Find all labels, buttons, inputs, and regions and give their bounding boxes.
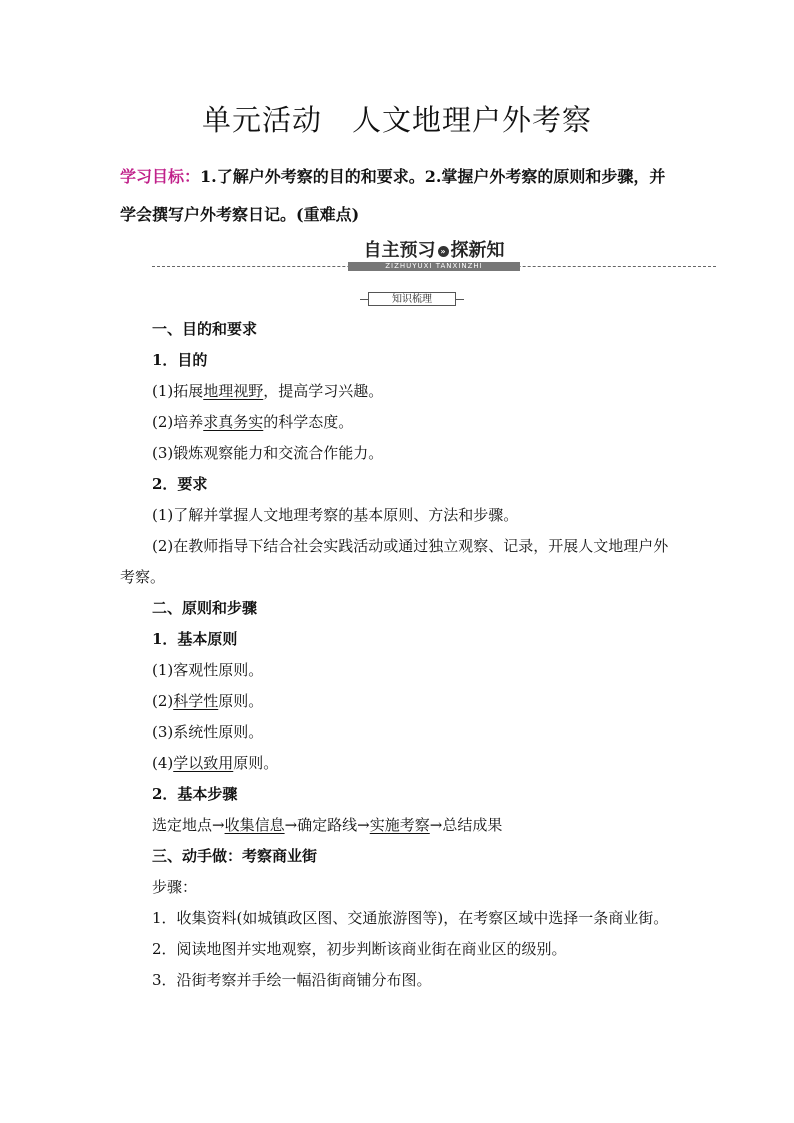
section-heading: 一、目的和要求 (152, 320, 258, 338)
arrow-badge-icon: » (438, 246, 449, 257)
learning-objective (120, 158, 680, 234)
underlined-answer: 求真务实 (203, 413, 264, 431)
section-banner (152, 236, 716, 276)
underlined-answer: 收集信息 (224, 816, 285, 834)
subheading: 1．基本原则 (152, 630, 238, 648)
list-item: (4)学以致用原则。 (152, 754, 279, 772)
page-title: 单元活动 人文地理户外考察 (201, 103, 592, 137)
section-heading: 三、动手做：考察商业街 (152, 847, 318, 865)
list-item: (1)拓展地理视野，提高学习兴趣。 (152, 382, 384, 400)
list-item: 1．收集资料(如城镇政区图、交通旅游图等)，在考察区域中选择一条商业街。 (152, 909, 669, 927)
knowledge-tag: 知识梳理 (368, 292, 456, 306)
objective-label: 学习目标： (120, 167, 201, 186)
banner-title (348, 240, 520, 262)
banner-title-part1: 自主预习 (363, 240, 436, 261)
underlined-answer: 地理视野 (203, 382, 264, 400)
list-item: (1)了解并掌握人文地理考察的基本原则、方法和步骤。 (152, 506, 519, 524)
list-item: 2．阅读地图并实地观察，初步判断该商业街在商业区的级别。 (152, 940, 567, 958)
underlined-answer: 科学性 (173, 692, 219, 710)
list-item: 3．沿街考察并手绘一幅沿街商铺分布图。 (152, 971, 432, 989)
banner-pinyin: ZIZHUYUXI TANXINZHI (348, 262, 520, 271)
subheading: 2．基本步骤 (152, 785, 238, 803)
steps-label: 步骤： (152, 878, 198, 896)
section-heading: 二、原则和步骤 (152, 599, 258, 617)
objective-text: 1.了解户外考察的目的和要求。2.掌握户外考察的原则和步骤，并学会撰写户外考察日记。(重难点) (120, 167, 666, 224)
list-item: (2)在教师指导下结合社会实践活动或通过独立观察、记录，开展人文地理户外考察。 (120, 537, 669, 586)
subheading: 1．目的 (152, 351, 208, 369)
list-item: (3)锻炼观察能力和交流合作能力。 (152, 444, 384, 462)
list-item: (2)培养求真务实的科学态度。 (152, 413, 354, 431)
underlined-answer: 学以致用 (173, 754, 234, 772)
list-item: (1)客观性原则。 (152, 661, 264, 679)
list-item: (3)系统性原则。 (152, 723, 264, 741)
steps-line: 选定地点→收集信息→确定路线→实施考察→总结成果 (152, 816, 503, 834)
list-item: (2)科学性原则。 (152, 692, 264, 710)
underlined-answer: 实施考察 (369, 816, 430, 834)
subheading: 2．要求 (152, 475, 208, 493)
banner-title-part2: 探新知 (450, 240, 505, 261)
main-content (120, 314, 680, 996)
